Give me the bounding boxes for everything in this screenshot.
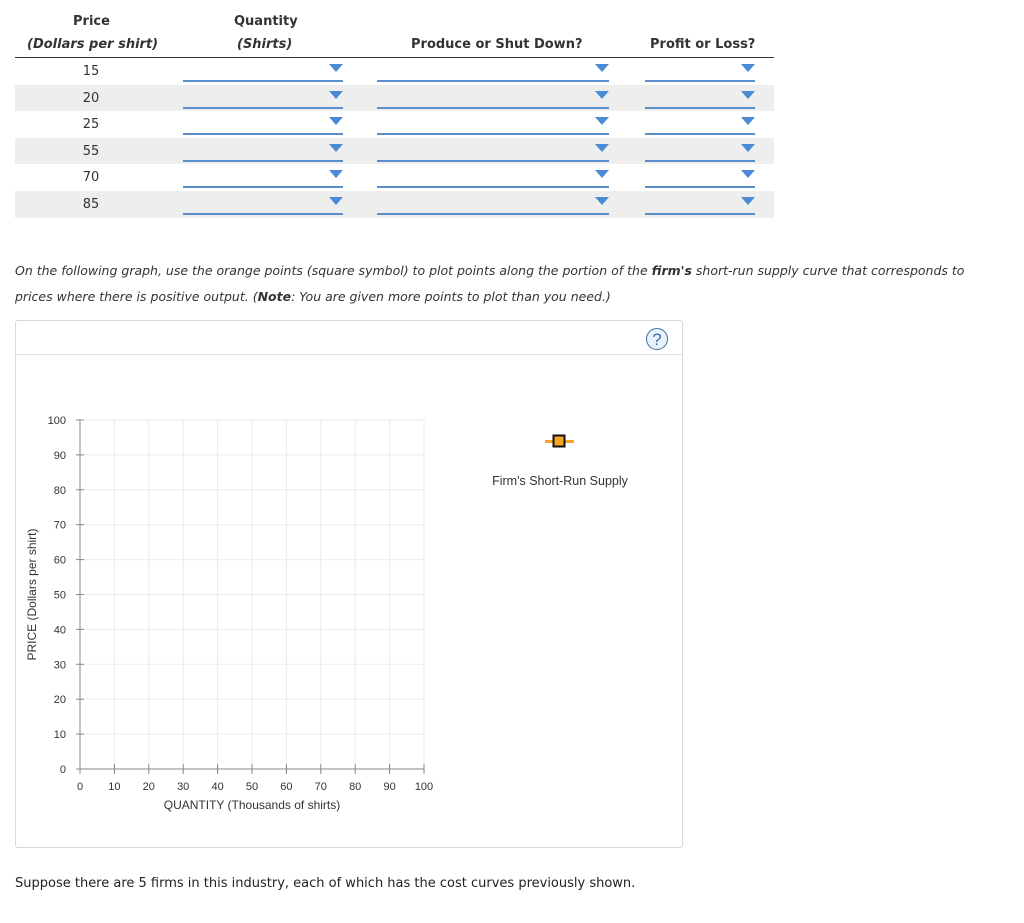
help-icon[interactable]: ?: [646, 328, 668, 350]
quantity-header-unit: (Shirts): [237, 37, 293, 52]
y-tick-label: 10: [53, 729, 66, 742]
quantity-dropdown[interactable]: [183, 90, 343, 109]
x-tick-label: 100: [414, 781, 434, 793]
price-header: Price: [73, 14, 110, 29]
graph-instructions: [15, 258, 1005, 310]
profit-header: Profit or Loss?: [650, 37, 756, 52]
y-tick-label: 40: [53, 624, 66, 637]
dropdown-arrow-icon: [329, 117, 343, 125]
dropdown-arrow-icon: [595, 91, 609, 99]
price-header-unit: (Dollars per shirt): [27, 37, 159, 52]
produce-or-shutdown-dropdown[interactable]: [377, 90, 609, 109]
produce-or-shutdown-dropdown[interactable]: [377, 63, 609, 82]
dropdown-arrow-icon: [595, 197, 609, 205]
dropdown-arrow-icon: [329, 197, 343, 205]
price-cell: 25: [82, 117, 100, 133]
price-cell: 55: [82, 143, 100, 159]
orange-square-icon[interactable]: [554, 436, 565, 447]
dropdown-arrow-icon: [741, 144, 755, 152]
table-body: [15, 58, 774, 218]
orange-square-tool[interactable]: [545, 436, 574, 447]
x-tick-label: 20: [142, 781, 155, 793]
chart-grid: [80, 420, 424, 769]
dropdown-arrow-icon: [329, 144, 343, 152]
dropdown-arrow-icon: [329, 91, 343, 99]
produce-or-shutdown-dropdown[interactable]: [377, 143, 609, 162]
price-cell: 15: [82, 64, 100, 79]
price-cell: 85: [82, 196, 100, 212]
y-axis-label: PRICE (Dollars per shirt): [25, 528, 39, 661]
y-tick-label: 50: [53, 589, 66, 602]
profit-or-loss-dropdown[interactable]: [645, 169, 755, 188]
dropdown-arrow-icon: [329, 64, 343, 72]
produce-header: Produce or Shut Down?: [411, 37, 583, 52]
dropdown-arrow-icon: [595, 170, 609, 178]
x-tick-label: 0: [76, 781, 84, 793]
x-axis-label: QUANTITY (Thousands of shirts): [163, 798, 341, 812]
x-tick-label: 30: [177, 781, 190, 793]
quantity-dropdown[interactable]: [183, 116, 343, 135]
dropdown-arrow-icon: [741, 91, 755, 99]
x-tick-label: 70: [314, 781, 327, 793]
y-tick-label: 90: [53, 449, 66, 462]
y-tick-label: 0: [59, 764, 66, 776]
profit-or-loss-dropdown[interactable]: [645, 196, 755, 215]
profit-or-loss-dropdown[interactable]: [645, 116, 755, 135]
instructions-text: short-run supply curve that corresponds to prices where there is positive output. (: [15, 263, 965, 304]
quantity-dropdown[interactable]: [183, 143, 343, 162]
profit-or-loss-dropdown[interactable]: [645, 143, 755, 162]
legend-label: Firm's Short-Run Supply: [492, 474, 628, 488]
quantity-dropdown[interactable]: [183, 63, 343, 82]
dropdown-arrow-icon: [329, 170, 343, 178]
x-tick-label: 10: [108, 781, 121, 793]
produce-or-shutdown-dropdown[interactable]: [377, 116, 609, 135]
dropdown-arrow-icon: [741, 170, 755, 178]
profit-or-loss-dropdown[interactable]: [645, 63, 755, 82]
table-row: [15, 58, 774, 85]
table-row: [15, 85, 774, 112]
instructions-emphasis: firm's: [651, 263, 692, 278]
x-tick-label: 90: [383, 781, 396, 793]
table-row: [15, 164, 774, 191]
instructions-note: Note: [257, 289, 292, 304]
quantity-dropdown[interactable]: [183, 196, 343, 215]
quantity-dropdown[interactable]: [183, 169, 343, 188]
graph-panel: [15, 320, 683, 848]
profit-or-loss-dropdown[interactable]: [645, 90, 755, 109]
y-tick-label: 60: [53, 554, 66, 567]
y-tick-label: 100: [47, 415, 66, 427]
x-tick-label: 40: [211, 781, 224, 793]
chart-ticks: [48, 415, 434, 793]
table-row: [15, 138, 774, 165]
x-tick-label: 50: [245, 781, 259, 793]
quantity-header: Quantity: [234, 14, 298, 29]
instructions-text: On the following graph, use the orange points (square symbol) to plot points along the portion of the: [15, 263, 652, 278]
y-tick-label: 70: [53, 519, 66, 532]
price-cell: 20: [82, 90, 100, 106]
produce-or-shutdown-dropdown[interactable]: [377, 169, 609, 188]
dropdown-arrow-icon: [595, 117, 609, 125]
dropdown-arrow-icon: [595, 64, 609, 72]
table-row: [15, 191, 774, 218]
y-tick-label: 80: [53, 484, 66, 497]
dropdown-arrow-icon: [595, 144, 609, 152]
x-tick-label: 80: [349, 781, 362, 793]
dropdown-arrow-icon: [741, 197, 755, 205]
price-cell: 70: [82, 170, 100, 186]
table-header: [15, 0, 774, 58]
cost-table: [15, 0, 774, 218]
instructions-text: : You are given more points to plot than you need.): [291, 289, 611, 304]
produce-or-shutdown-dropdown[interactable]: [377, 196, 609, 215]
y-tick-label: 20: [53, 694, 66, 707]
table-row: [15, 111, 774, 138]
x-tick-label: 60: [280, 781, 293, 793]
supply-graph[interactable]: [16, 321, 682, 847]
dropdown-arrow-icon: [741, 117, 755, 125]
industry-statement: Suppose there are 5 firms in this industry, each of which has the cost curves previously shown.: [15, 876, 636, 891]
dropdown-arrow-icon: [741, 64, 755, 72]
y-tick-label: 30: [53, 659, 66, 672]
